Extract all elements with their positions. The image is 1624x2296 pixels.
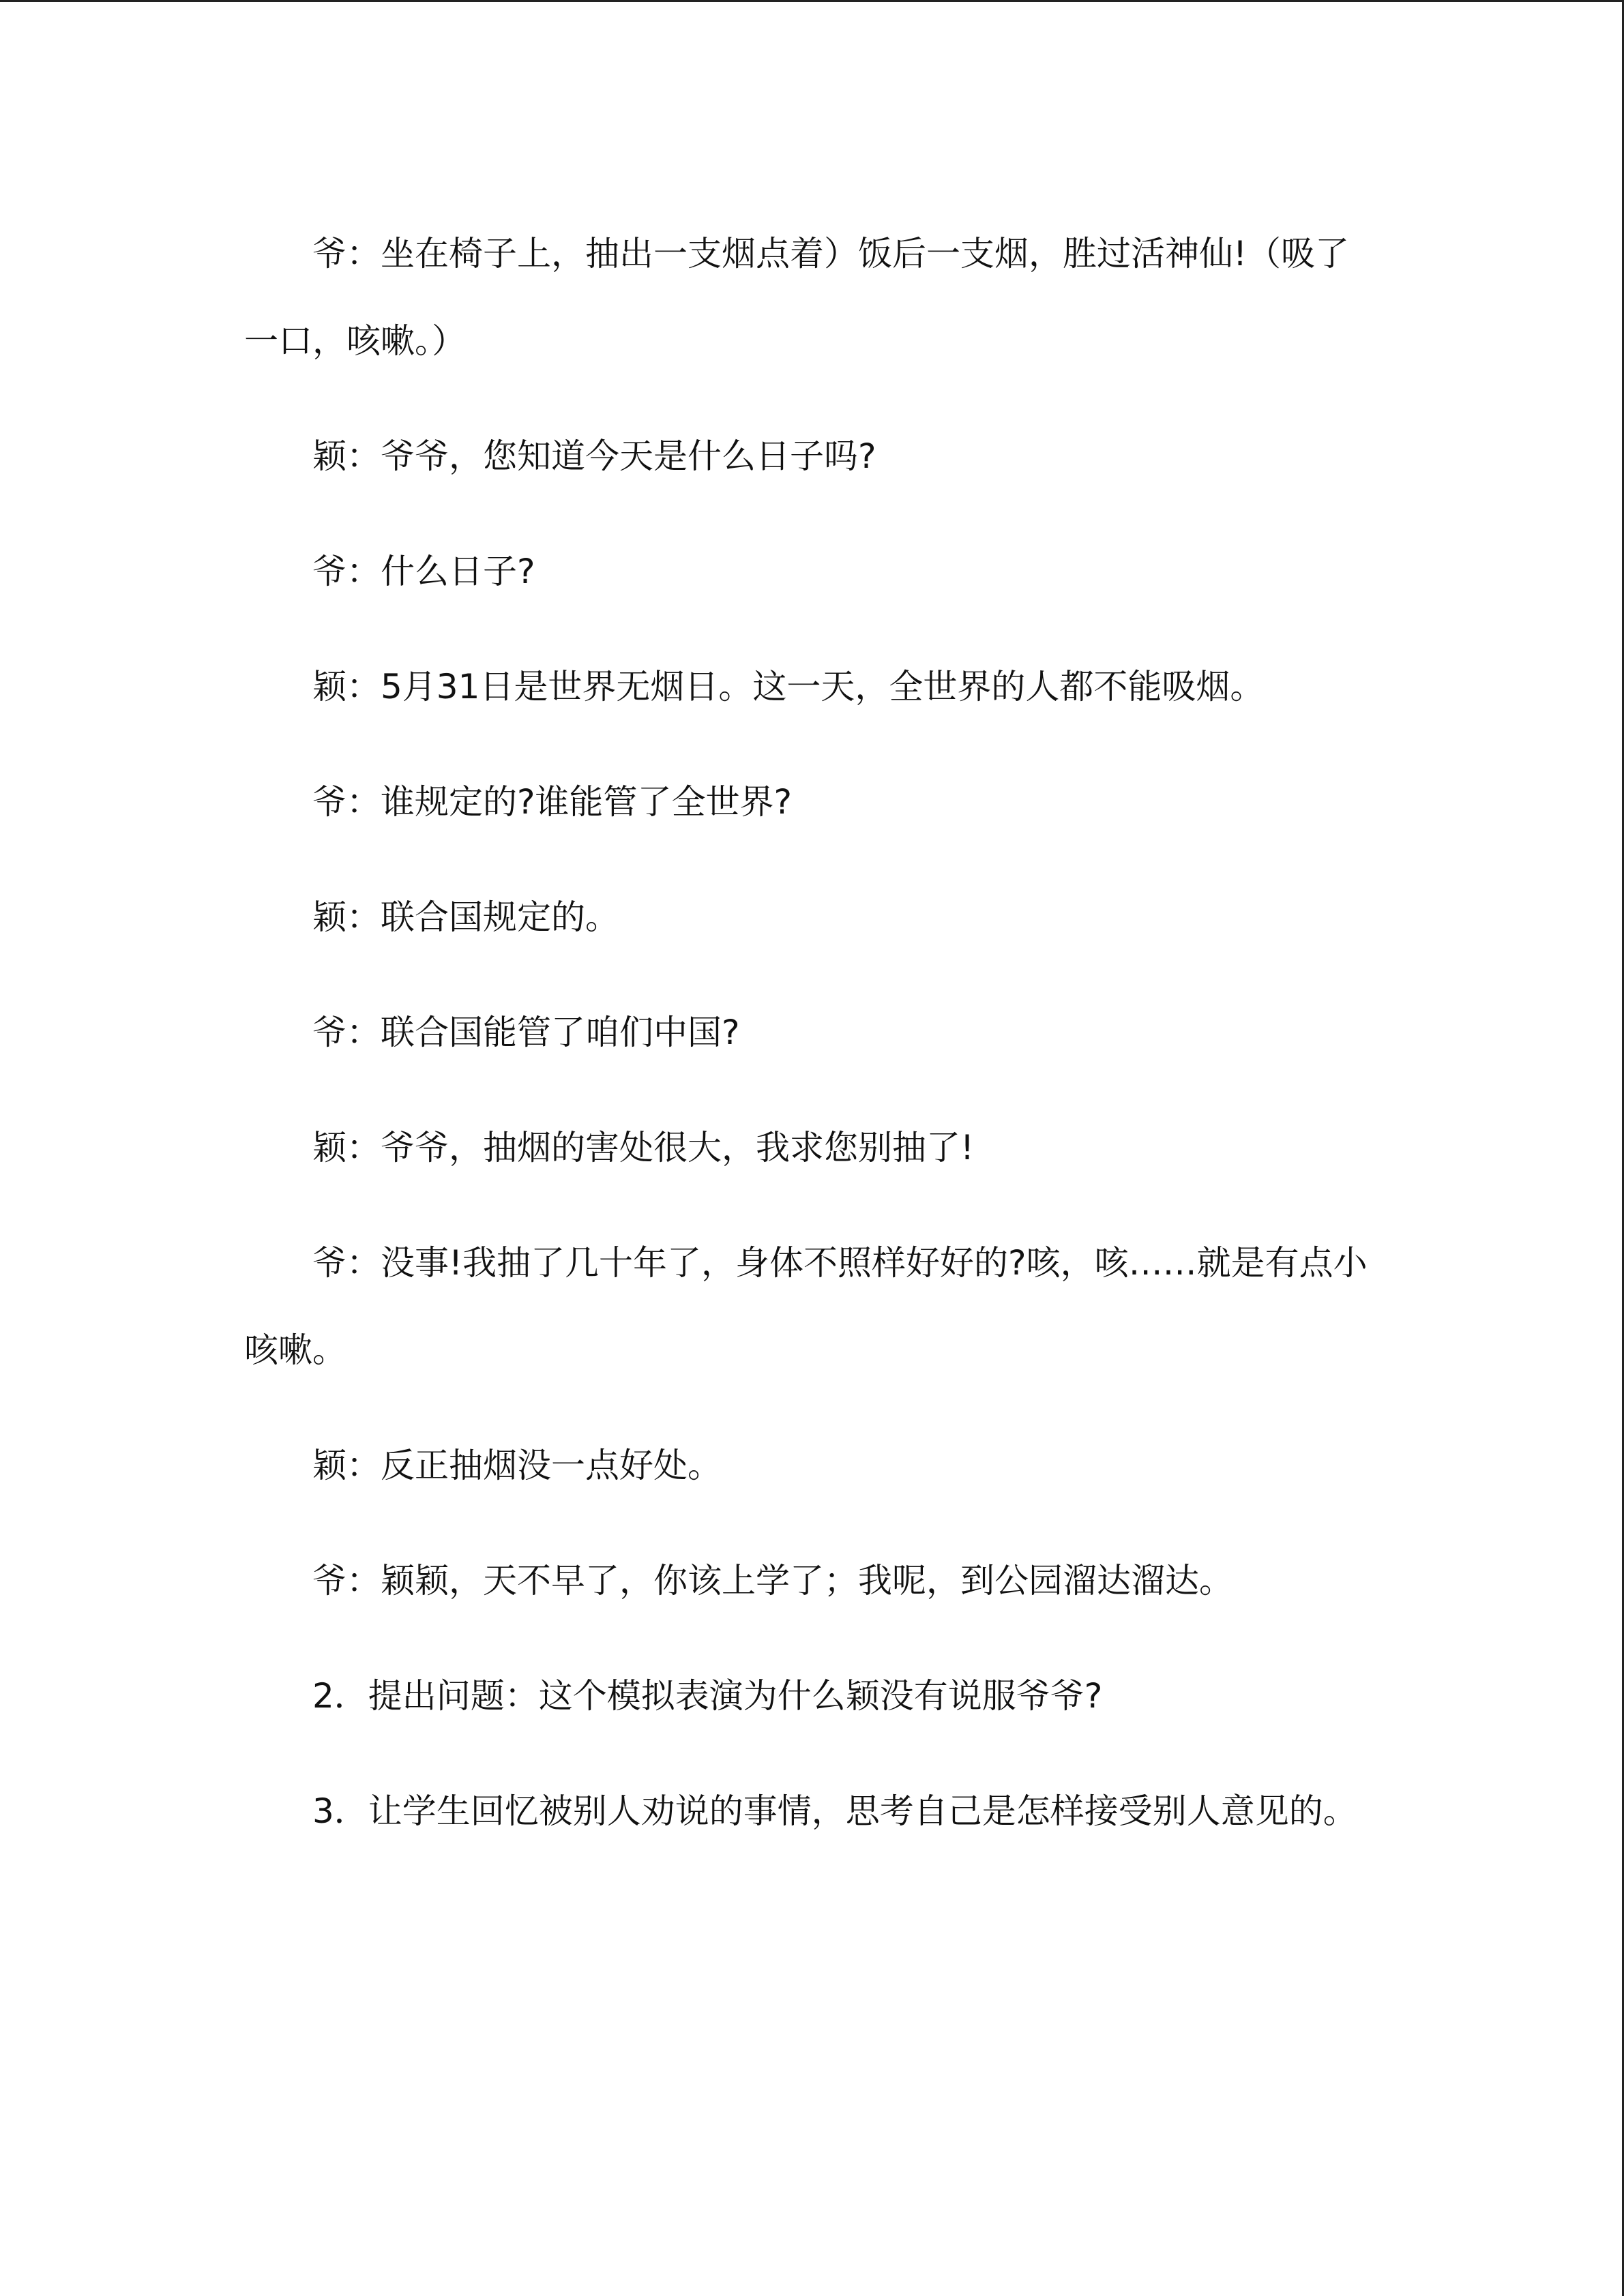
paragraph: 3．让学生回忆被别人劝说的事情，思考自己是怎样接受别人意见的。 (312, 1791, 1357, 1831)
paragraph: 爷：没事!我抽了几十年了，身体不照样好好的?咳，咳……就是有点小咳嗽。 (244, 1243, 1368, 1370)
paragraph: 2．提出问题：这个模拟表演为什么颖没有说服爷爷? (312, 1676, 1103, 1716)
paragraph: 颖：爷爷，抽烟的害处很大，我求您别抽了! (312, 1128, 975, 1167)
paragraph: 颖：联合国规定的。 (312, 897, 619, 937)
paragraph: 爷：坐在椅子上，抽出一支烟点着）饭后一支烟，胜过活神仙!（吸了一口，咳嗽。） (244, 234, 1350, 361)
paragraph: 爷：颖颖，天不早了，你该上学了；我呢，到公园溜达溜达。 (312, 1561, 1233, 1600)
paragraph: 颖：爷爷，您知道今天是什么日子吗? (312, 436, 876, 476)
paragraph: 爷：谁规定的?谁能管了全世界? (312, 782, 793, 822)
paragraph: 颖：5月31日是世界无烟日。这一天，全世界的人都不能吸烟。 (312, 667, 1265, 706)
document-body (244, 210, 1376, 1883)
paragraph: 爷：什么日子? (312, 552, 535, 591)
paragraph: 颖：反正抽烟没一点好处。 (312, 1446, 722, 1485)
paragraph: 爷：联合国能管了咱们中国? (312, 1013, 740, 1052)
